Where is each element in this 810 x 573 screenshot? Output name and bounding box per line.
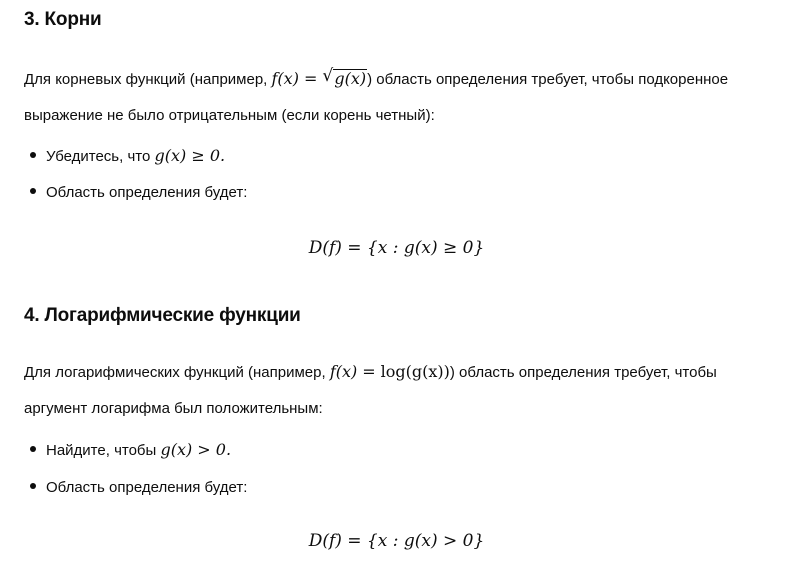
section-3-math-equals: = bbox=[303, 69, 318, 88]
section-3-paragraph-line-2: выражение не было отрицательным (если корень четный): bbox=[24, 107, 435, 124]
section-4-bullet-2-text: Область определения будет: bbox=[46, 479, 248, 496]
section-3-heading: 3. Корни bbox=[24, 9, 102, 30]
section-4-bullet-2 bbox=[24, 479, 247, 496]
sqrt-sign: √ bbox=[322, 66, 334, 86]
bullet-dot bbox=[30, 446, 36, 452]
section-3-paragraph bbox=[24, 61, 764, 134]
section-3-display-formula: D(f) = {x : g(x) ≥ 0} bbox=[308, 238, 485, 258]
bullet-dot bbox=[30, 152, 36, 158]
section-3-bullet-1 bbox=[24, 146, 225, 165]
section-4-bullet-1-text: Найдите, чтобы bbox=[46, 442, 161, 459]
bullet-dot bbox=[30, 188, 36, 194]
section-4-math-equals: = bbox=[362, 362, 376, 381]
section-3-math-gx: g(x) bbox=[334, 69, 367, 88]
section-4-heading: 4. Логарифмические функции bbox=[24, 305, 301, 326]
section-4-bullet-1 bbox=[24, 440, 231, 459]
section-4-display-formula: D(f) = {x : g(x) > 0} bbox=[308, 531, 485, 551]
section-4-bullet-1-math: g(x) > 0. bbox=[160, 440, 232, 459]
section-4-paragraph-line-1 bbox=[24, 354, 764, 391]
section-3-math-sqrt bbox=[322, 61, 367, 97]
section-4-paragraph-line-2: аргумент логарифма был положительным: bbox=[24, 400, 323, 417]
section-3-math-fx: f(x) bbox=[271, 69, 299, 88]
section-4-math-fx: f(x) bbox=[329, 362, 358, 381]
section-3-text-after: ) область определения требует, чтобы подкоренное bbox=[367, 71, 729, 88]
bullet-dot bbox=[30, 483, 36, 489]
section-3-paragraph-line-1 bbox=[24, 61, 764, 98]
section-4-paragraph bbox=[24, 354, 764, 427]
section-3-bullet-2 bbox=[24, 184, 247, 201]
section-3-bullet-1-text: Убедитесь, что bbox=[46, 148, 155, 165]
section-4-text-before: Для логарифмических функций (например, bbox=[24, 364, 330, 381]
section-4-math-log: log(g(x)) bbox=[380, 362, 450, 381]
section-3-text-before: Для корневых функций (например, bbox=[24, 71, 272, 88]
section-3-bullet-2-text: Область определения будет: bbox=[46, 184, 248, 201]
section-4-text-after: ) область определения требует, чтобы bbox=[449, 364, 717, 381]
section-3-bullet-1-math: g(x) ≥ 0. bbox=[154, 146, 226, 165]
